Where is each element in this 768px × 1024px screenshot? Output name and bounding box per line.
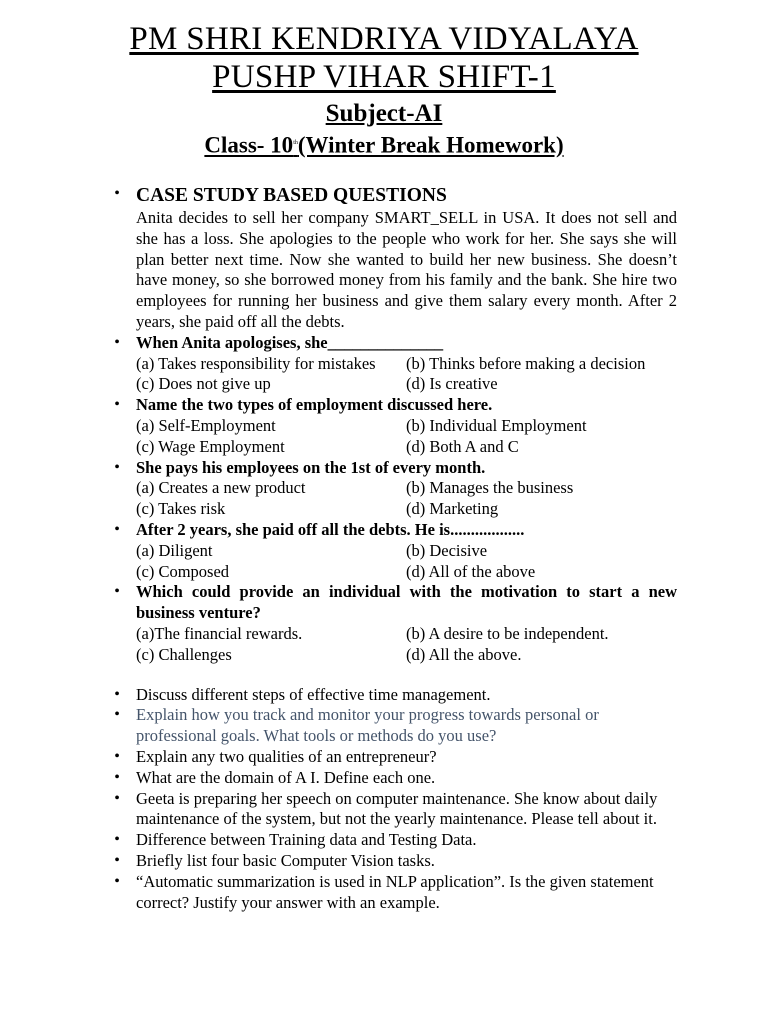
- bullet-icon: •: [114, 851, 120, 869]
- option-b: (b) A desire to be independent.: [406, 623, 609, 643]
- question-item-4: [0, 768, 677, 789]
- question-text: Difference between Training data and Testing Data.: [136, 830, 477, 850]
- mcq-item-2: [0, 395, 677, 457]
- option-row: [136, 354, 677, 375]
- question-text: What are the domain of A I. Define each one.: [136, 767, 436, 787]
- question-item-2: [0, 705, 677, 747]
- question-item-7: [0, 851, 677, 872]
- bullet-icon: •: [114, 685, 120, 703]
- bullet-icon: •: [114, 583, 120, 601]
- question-item-1: [0, 685, 677, 706]
- option-b: (b) Thinks before making a decision: [406, 353, 646, 373]
- option-b: (b) Individual Employment: [406, 415, 587, 435]
- class-title: [0, 129, 768, 160]
- option-row: [136, 437, 677, 458]
- bullet-icon: •: [114, 831, 120, 849]
- option-d: (d) Is creative: [406, 374, 498, 394]
- option-b: (b) Manages the business: [406, 478, 574, 498]
- option-row: [136, 562, 677, 583]
- bullet-icon: •: [114, 520, 120, 538]
- option-c: (c) Takes risk: [136, 499, 226, 519]
- bullet-icon: •: [114, 706, 120, 724]
- option-row: [136, 624, 677, 645]
- option-c: (c) Wage Employment: [136, 436, 285, 456]
- bullet-icon: •: [114, 789, 120, 807]
- mcq-question: When Anita apologises, she______________: [136, 332, 444, 352]
- subject-title: Subject-AI: [325, 100, 443, 127]
- case-study-passage: Anita decides to sell her company SMART_SELL in USA. It does not sell and she has a loss. She apologies to the people who work for her. She says she will plan better next time. Now she wanted to build her new business. She doesn’t have money, so she borrowed money from his family and the bank. She hire two employees for running her business and give them salary every month. After 2 years, she paid off all the debts.: [136, 208, 677, 331]
- mcq-question: Name the two types of employment discussed here.: [136, 395, 493, 415]
- class-suffix: (Winter Break Homework): [297, 132, 564, 158]
- question-item-5: [0, 789, 677, 831]
- bullet-icon: •: [114, 768, 120, 786]
- homework-content: [0, 184, 768, 913]
- question-text: Briefly list four basic Computer Vision tasks.: [136, 850, 435, 870]
- school-name-line2: PUSHP VIHAR SHIFT-1: [212, 59, 556, 95]
- mcq-item-5: [0, 582, 677, 665]
- bullet-icon: •: [114, 396, 120, 414]
- question-text: Discuss different steps of effective time management.: [136, 684, 491, 704]
- bullet-icon: •: [114, 872, 120, 890]
- bullet-icon: •: [114, 185, 120, 202]
- option-d: (d) Marketing: [406, 499, 499, 519]
- bullet-icon: •: [114, 458, 120, 476]
- question-item-3: [0, 747, 677, 768]
- mcq-item-3: [0, 458, 677, 520]
- question-item-6: [0, 830, 677, 851]
- class-superscript: th: [293, 140, 298, 146]
- mcq-item-4: [0, 520, 677, 582]
- mcq-question: Which could provide an individual with the motivation to start a new business venture?: [136, 582, 677, 623]
- option-row: [136, 374, 677, 395]
- question-item-8: [0, 872, 677, 914]
- option-d: (d) Both A and C: [406, 436, 519, 456]
- document-header: [0, 0, 768, 160]
- bullet-icon: •: [114, 333, 120, 351]
- option-b: (b) Decisive: [406, 540, 488, 560]
- mcq-question: She pays his employees on the 1st of every month.: [136, 457, 486, 477]
- question-text: “Automatic summarization is used in NLP application”. Is the given statement correct? Justify your answer with an example.: [136, 871, 654, 912]
- option-c: (c) Challenges: [136, 644, 232, 664]
- case-study-item: [0, 184, 677, 333]
- mcq-item-1: [0, 333, 677, 395]
- option-row: [136, 541, 677, 562]
- option-a: (a) Self-Employment: [136, 415, 276, 435]
- option-row: [136, 478, 677, 499]
- bullet-icon: •: [114, 747, 120, 765]
- question-text: Geeta is preparing her speech on computer maintenance. She know about daily maintenance of the system, but not the yearly maintenance. Please tell about it.: [136, 788, 658, 829]
- option-row: [136, 645, 677, 666]
- option-a: (a) Diligent: [136, 540, 213, 560]
- option-c: (c) Composed: [136, 561, 230, 581]
- option-row: [136, 416, 677, 437]
- class-prefix: Class- 10: [204, 132, 294, 158]
- mcq-question: After 2 years, she paid off all the debts. He is..................: [136, 519, 525, 539]
- option-c: (c) Does not give up: [136, 374, 271, 394]
- option-row: [136, 499, 677, 520]
- case-study-title: CASE STUDY BASED QUESTIONS: [136, 185, 447, 206]
- option-a: (a) Creates a new product: [136, 478, 306, 498]
- question-text: Explain how you track and monitor your progress towards personal or professional goals. What tools or methods do you use?: [136, 705, 599, 746]
- option-a: (a) Takes responsibility for mistakes: [136, 353, 376, 373]
- option-a: (a)The financial rewards.: [136, 623, 303, 643]
- school-name-line1: PM SHRI KENDRIYA VIDYALAYA: [129, 21, 639, 57]
- question-text: Explain any two qualities of an entrepreneur?: [136, 746, 437, 766]
- section-gap: [0, 666, 768, 685]
- option-d: (d) All of the above: [406, 561, 536, 581]
- option-d: (d) All the above.: [406, 644, 522, 664]
